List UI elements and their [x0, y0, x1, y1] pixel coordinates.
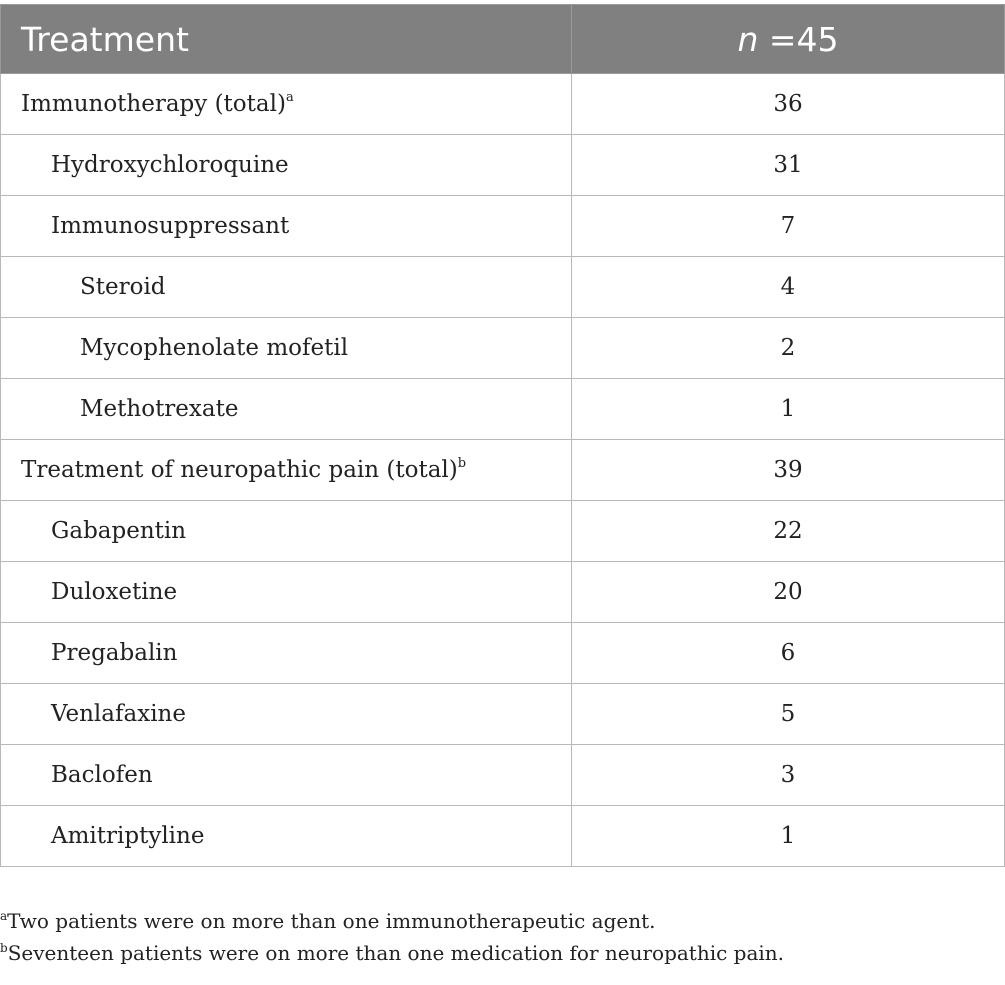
table-row [1, 135, 1005, 196]
footnotes [0, 905, 1004, 969]
row-value: 4 [572, 257, 1005, 318]
table-row [1, 684, 1005, 745]
row-value: 1 [572, 379, 1005, 440]
row-label: Amitriptyline [51, 823, 205, 849]
row-label: Immunosuppressant [51, 213, 290, 239]
row-label-cell [1, 562, 572, 623]
table-row [1, 74, 1005, 135]
row-label: Methotrexate [80, 396, 239, 422]
row-value: 31 [572, 135, 1005, 196]
row-label: Treatment of neuropathic pain (total) [21, 457, 458, 483]
row-label: Immunotherapy (total) [21, 91, 286, 117]
footnote-text: Two patients were on more than one immunotherapeutic agent. [7, 909, 656, 933]
row-value: 39 [572, 440, 1005, 501]
table-row [1, 257, 1005, 318]
treatment-table [0, 4, 1005, 867]
row-label: Gabapentin [51, 518, 187, 544]
row-label: Mycophenolate mofetil [80, 335, 349, 361]
row-value: 7 [572, 196, 1005, 257]
row-label-cell [1, 257, 572, 318]
footnote-text: Seventeen patients were on more than one medication for neuropathic pain. [7, 941, 785, 965]
footnote-mark: b [0, 941, 8, 955]
row-value: 6 [572, 623, 1005, 684]
row-value: 20 [572, 562, 1005, 623]
table-row [1, 440, 1005, 501]
row-value: 22 [572, 501, 1005, 562]
row-label-cell [1, 196, 572, 257]
table-row [1, 379, 1005, 440]
row-label-cell [1, 806, 572, 867]
table-row [1, 501, 1005, 562]
table-row [1, 562, 1005, 623]
row-label: Pregabalin [51, 640, 178, 666]
row-value: 36 [572, 74, 1005, 135]
header-row [1, 5, 1005, 74]
header-n [572, 5, 1005, 74]
row-label-cell [1, 623, 572, 684]
footnote-ref: a [285, 90, 294, 105]
row-value: 5 [572, 684, 1005, 745]
row-label: Hydroxychloroquine [51, 152, 289, 178]
table-row [1, 623, 1005, 684]
row-label: Duloxetine [51, 579, 178, 605]
table-row [1, 806, 1005, 867]
row-value: 1 [572, 806, 1005, 867]
row-label-cell [1, 318, 572, 379]
row-value: 2 [572, 318, 1005, 379]
row-label-cell [1, 74, 572, 135]
footnote-mark: a [0, 909, 8, 923]
row-label-cell [1, 440, 572, 501]
row-label-cell [1, 379, 572, 440]
table-row [1, 745, 1005, 806]
row-label-cell [1, 745, 572, 806]
footnote-b [0, 937, 1004, 969]
row-label: Baclofen [51, 762, 153, 788]
header-n-variable: n [737, 19, 759, 59]
row-label-cell [1, 135, 572, 196]
row-label: Venlafaxine [51, 701, 186, 727]
row-label-cell [1, 684, 572, 745]
row-value: 3 [572, 745, 1005, 806]
row-label: Steroid [80, 274, 166, 300]
header-treatment: Treatment [1, 5, 572, 74]
header-n-value: =45 [758, 19, 839, 59]
table-row [1, 318, 1005, 379]
row-label-cell [1, 501, 572, 562]
footnote-ref: b [457, 456, 467, 471]
table-row [1, 196, 1005, 257]
footnote-a [0, 905, 1004, 937]
